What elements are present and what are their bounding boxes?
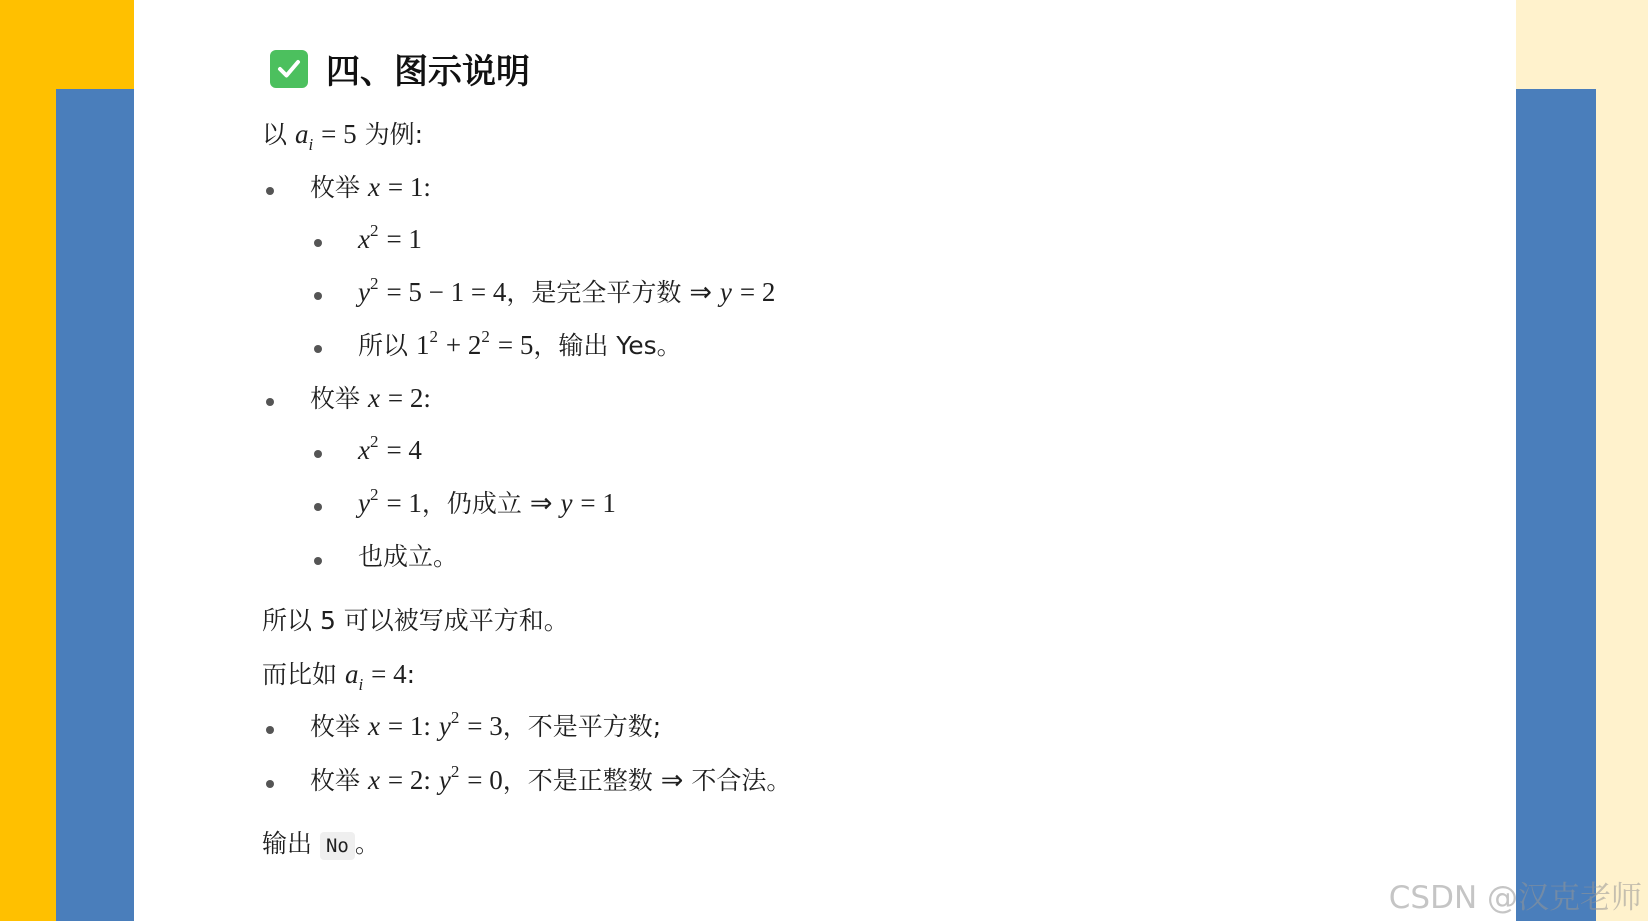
- section-heading: [270, 44, 530, 93]
- bullet-case1: [266, 187, 274, 195]
- bullet-case1-sub2: [314, 292, 322, 300]
- left-yellow-bar-top: [56, 0, 134, 89]
- bullet-case2: [266, 398, 274, 406]
- counter-item2-label: 枚举: [310, 766, 361, 795]
- bullet-case2-sub3: [314, 557, 322, 565]
- counter-item2-tail: 不合法。: [691, 766, 792, 795]
- intro-line: 以 $a_i = 5$ 为例:: [262, 119, 424, 154]
- left-blue-bar: [56, 89, 134, 921]
- conclusion-line: 所以 5 可以被写成平方和。: [262, 606, 569, 635]
- counter-prefix: 而比如: [262, 660, 338, 689]
- bullet-case1-sub3: [314, 345, 322, 353]
- left-yellow-bar: [0, 0, 56, 921]
- bullet-case1-sub1: [314, 239, 322, 247]
- case1-sub2-text: ，是完全平方数: [506, 278, 682, 307]
- right-cream-bar-top: [1516, 0, 1596, 89]
- section-title: 四、图示说明: [326, 52, 530, 92]
- case2-sub2-text: ，仍成立: [421, 489, 522, 518]
- csdn-watermark: CSDN @汉克老师: [1388, 880, 1642, 916]
- case2-sub1-line: $x^2 = 4$: [358, 432, 422, 465]
- counter-item1-label: 枚举: [310, 712, 361, 741]
- output-suffix: 。: [354, 829, 380, 858]
- bullet-case2-sub1: [314, 450, 322, 458]
- bullet-counter1: [266, 726, 274, 734]
- case1-sub2-line: $y^2 = 5 - 1 = 4$，是完全平方数 ⇒ y = 2: [358, 274, 776, 307]
- counter-suffix: :: [406, 660, 416, 689]
- intro-suffix: 为例:: [364, 120, 424, 149]
- case2-label: 枚举: [310, 384, 361, 413]
- right-blue-bar: [1516, 89, 1596, 921]
- output-code: No: [320, 832, 355, 860]
- counter-item2-line: 枚举 x = 2: $y^2 = 0$，不是正整数 ⇒ 不合法。: [310, 762, 792, 795]
- output-line: [262, 828, 380, 862]
- case1-sub1-line: $x^2 = 1$: [358, 221, 422, 254]
- case1-sub3-prefix: 所以: [358, 331, 409, 360]
- case2-sub3-line: 也成立。: [358, 542, 459, 571]
- case1-sub3-line: 所以 $1^2 + 2^2 = 5$，输出 Yes。: [358, 327, 682, 360]
- intro-prefix: 以: [262, 120, 288, 149]
- bullet-case2-sub2: [314, 503, 322, 511]
- counter-item1-text: ，不是平方数;: [502, 712, 662, 741]
- case2-sub2-line: $y^2 = 1$，仍成立 ⇒ y = 1: [358, 485, 616, 518]
- counter-line: 而比如 $a_i = 4$:: [262, 659, 416, 694]
- output-prefix: 输出: [262, 829, 313, 858]
- case1-label: 枚举: [310, 173, 361, 202]
- document-page: [134, 0, 1516, 921]
- check-icon: [270, 50, 308, 88]
- bullet-counter2: [266, 780, 274, 788]
- case1-line: 枚举 x = 1:: [310, 172, 431, 202]
- right-cream-bar: [1596, 0, 1648, 921]
- counter-item1-line: 枚举 x = 1: $y^2 = 3$，不是平方数;: [310, 708, 662, 741]
- case1-sub3-suffix: ，输出 Yes。: [533, 331, 682, 360]
- counter-item2-text: ，不是正整数: [502, 766, 653, 795]
- case2-line: 枚举 x = 2:: [310, 383, 431, 413]
